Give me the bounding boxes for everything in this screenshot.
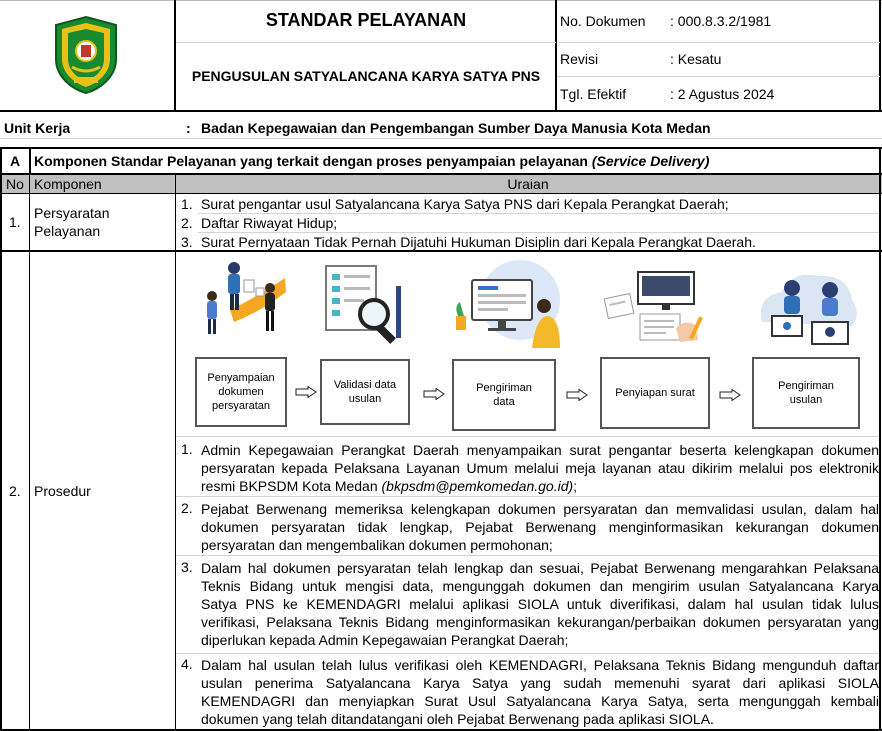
step-line-last [201, 477, 879, 495]
divider [29, 147, 31, 174]
divider [0, 0, 882, 1]
step-line: persyaratan kepada Pelaksana Layanan Umum melalui meja layanan atau dikirim melalui pos elektronik [201, 460, 879, 476]
unit-label: Unit Kerja [4, 120, 71, 136]
unit-value: Badan Kepegawaian dan Pengembangan Sumber Daya Manusia Kota Medan [201, 120, 711, 136]
flow-step-pengiriman-usulan [752, 357, 860, 429]
flow-arrow-icon [566, 389, 588, 401]
divider [176, 42, 556, 43]
step-text [201, 500, 879, 554]
email-address: (bkpsdm@pemkomedan.go.id) [381, 478, 574, 494]
people-submitting-documents-illustration [200, 258, 290, 338]
divider [879, 174, 881, 731]
row-1-no: 1. [9, 214, 21, 230]
unit-colon: : [186, 120, 191, 136]
flow-step-pengiriman-data [452, 359, 556, 431]
flow-step-validasi [320, 359, 410, 425]
step-line-last: diperlukan kepada Admin Kepegawaian Perangkat Daerah; [201, 632, 569, 648]
section-title-italic: (Service Delivery) [591, 153, 710, 169]
meta-label-tgl-efektif: Tgl. Efektif [560, 86, 627, 102]
column-header-no: No [6, 176, 24, 192]
divider [879, 0, 881, 112]
req-text: Surat Pernyataan Tidak Pernah Dijatuhi Hukuman Disiplin dari Kepala Perangkat Daerah. [201, 234, 756, 250]
meta-value-no-dokumen: : 000.8.3.2/1981 [670, 13, 772, 29]
flow-step-penyampaian [195, 357, 287, 427]
divider [176, 496, 880, 497]
step-line: Dalam hal usulan telah lulus verifikasi oleh KEMENDAGRI, Pelaksana Teknis Bidang mengunduh daftar [201, 657, 879, 673]
flow-step-label: data [493, 396, 515, 408]
step-number: 2. [181, 500, 193, 516]
step-line: dokumen persyaratan tidak lengkap, Pejabat Berwenang menginformasikan kekurangan dokumen [201, 519, 879, 535]
online-meeting-illustration [752, 266, 862, 351]
step-text-part: resmi BKPSDM Kota Medan [201, 478, 382, 494]
divider [176, 436, 880, 437]
row-2-no: 2. [9, 483, 21, 499]
flow-step-label: usulan [348, 393, 382, 405]
divider [557, 42, 880, 43]
step-line: usulan penerima Satyalancana Karya Satya yang sudah memenuhi syarat dari aplikasi SIOLA [201, 675, 879, 691]
step-line: Dalam hal dokumen persyaratan telah lengkap dan sesuai, Pejabat Berwenang mengarahkan Pelaksana [201, 560, 879, 576]
flow-step-label: Penyiapan surat [615, 387, 695, 399]
flow-step-penyiapan-surat [600, 357, 710, 429]
column-header-komponen: Komponen [34, 176, 102, 192]
document-magnifier-illustration [320, 262, 410, 347]
divider [0, 250, 882, 252]
logo-cell [0, 0, 175, 111]
req-number: 2. [181, 215, 193, 231]
divider [0, 193, 882, 194]
flow-arrow-icon [295, 386, 317, 398]
flow-step-label: dokumen [218, 386, 264, 398]
step-text [201, 656, 879, 728]
step-line: Pejabat Berwenang memeriksa kelengkapan dokumen persyaratan dan memvalidasi usulan, dalam hal [201, 501, 879, 517]
doc-subtitle: PENGUSULAN SATYALANCANA KARYA SATYA PNS [191, 68, 541, 84]
flow-arrow-icon [423, 388, 445, 400]
step-line: Admin Kepegawaian Perangkat Daerah menyampaikan surat pengantar beserta kelengkapan dokumen [201, 442, 879, 458]
divider [176, 653, 880, 654]
row-1-komponen [34, 204, 109, 240]
step-line: verifikasi, Pelaksana Teknis Bidang menginformasikan kekurangan/perbaikan dokumen persyaratan yang [201, 614, 879, 630]
step-line-last: persyaratan dan mengembalikan dokumen permohonan; [201, 537, 553, 553]
divider [0, 147, 882, 149]
divider [0, 174, 2, 731]
req-text: Daftar Riwayat Hidup; [201, 215, 338, 231]
section-letter: A [10, 153, 21, 169]
step-number: 1. [181, 441, 193, 457]
divider [555, 0, 557, 112]
divider [879, 147, 881, 174]
step-line-last: dokumen yang telah ditandatangani oleh Pejabat Berwenang pada aplikasi SIOLA. [201, 711, 714, 727]
flow-step-label: persyaratan [211, 400, 271, 412]
divider [29, 174, 30, 731]
meta-value-revisi: : Kesatu [670, 51, 722, 67]
divider [176, 555, 880, 556]
section-title-text: Komponen Standar Pelayanan yang terkait dengan proses penyampaian pelayanan [34, 153, 588, 169]
req-text: Surat pengantar usul Satyalancana Karya Satya PNS dari Kepala Perangkat Daerah; [201, 196, 729, 212]
step-line: Teknis Bidang untuk mengisi data, mengunggah dokumen dan mengirim usulan Satyalancana Karya [201, 578, 879, 594]
divider [557, 76, 880, 77]
row-2-komponen: Prosedur [34, 483, 91, 499]
divider [198, 213, 879, 214]
doc-title: STANDAR PELAYANAN [265, 10, 467, 30]
step-number: 3. [181, 559, 193, 575]
step-line: Satya PNS ke KEMENDAGRI melalui aplikasi SIOLA untuk diverifikasi, dalam hal usulan tidak lulus [201, 596, 879, 612]
row-1-komponen-line1: Persyaratan [34, 205, 110, 221]
divider [198, 232, 879, 233]
flow-step-label: Penyampaian [207, 372, 275, 384]
step-text-part: ; [573, 478, 578, 494]
flow-arrow-icon [719, 389, 741, 401]
meta-value-tgl-efektif: : 2 Agustus 2024 [670, 86, 775, 102]
step-line: KEMENDAGRI dan menyiapkan Surat Usul Satyalancana Karya Satya, serta mengunggah kembali [201, 693, 879, 709]
divider [0, 173, 882, 175]
flow-step-label: Pengiriman [476, 382, 532, 394]
computer-data-entry-illustration [452, 258, 562, 348]
meta-label-no-dokumen: No. Dokumen [560, 13, 646, 29]
step-text [201, 559, 879, 649]
meta-label-revisi: Revisi [560, 51, 599, 67]
section-title [34, 153, 709, 169]
divider [0, 110, 882, 112]
step-text [201, 441, 879, 495]
step-number: 4. [181, 656, 193, 672]
req-number: 3. [181, 234, 193, 250]
divider [175, 174, 176, 731]
flow-step-label: usulan [789, 394, 823, 406]
divider [174, 0, 176, 112]
column-header-uraian: Uraian [507, 176, 549, 192]
divider [0, 138, 882, 139]
workstation-letter-illustration [600, 268, 710, 348]
flow-step-label: Pengiriman [778, 380, 834, 392]
divider [0, 147, 2, 174]
flow-step-label: Validasi data [333, 379, 397, 391]
city-emblem-logo [50, 15, 122, 95]
row-1-komponen-line2: Pelayanan [34, 223, 101, 239]
req-number: 1. [181, 196, 193, 212]
